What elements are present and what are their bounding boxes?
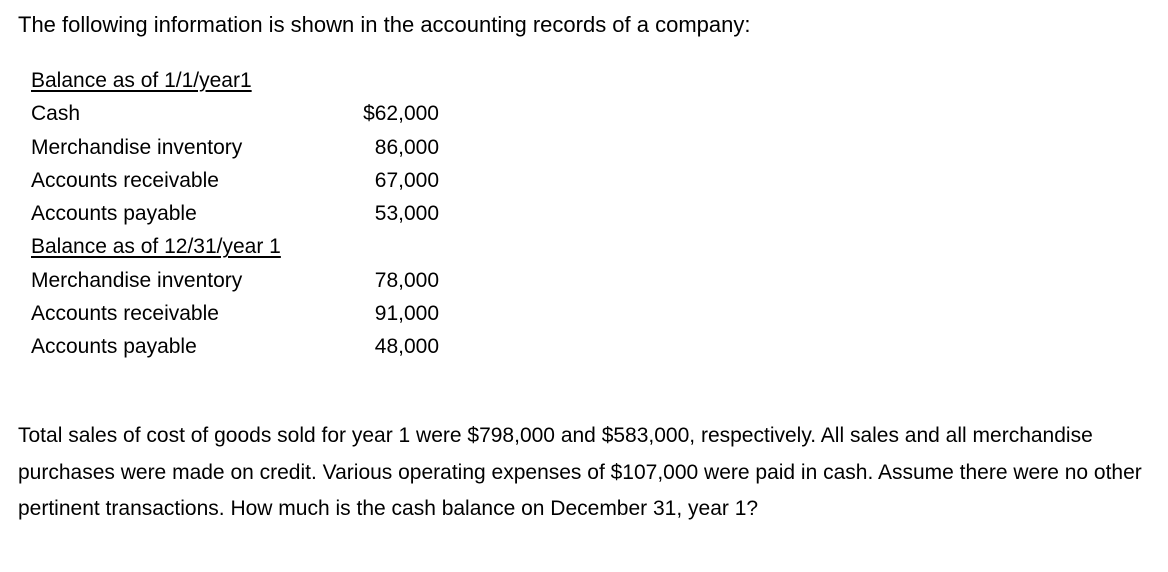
closing-balance-heading-row — [31, 230, 451, 263]
ledger-row — [31, 131, 451, 164]
question-text: Total sales of cost of goods sold for year 1 were $798,000 and $583,000, respectively. All sales and all merchandise purchases were made on credit. Various operating expenses of $107,000 were paid in cash. Assume there were no other pertinent transactions. How much is the cash balance on December 31, year 1? — [18, 424, 1142, 520]
ledger-row-amount: 48,000 — [374, 335, 439, 359]
ledger-row-amount: 67,000 — [374, 168, 439, 192]
ledger-row-label: Accounts receivable — [31, 168, 219, 192]
ledger-row — [31, 264, 451, 297]
ledger-row — [31, 330, 451, 363]
ledger-row-amount: 86,000 — [374, 135, 439, 159]
ledger-row-label: Accounts payable — [31, 202, 197, 226]
ledger-row-amount: $62,000 — [363, 102, 439, 126]
ledger-row-amount: 53,000 — [374, 202, 439, 226]
ledger-row — [31, 297, 451, 330]
ledger-row — [31, 164, 451, 197]
balance-ledger — [31, 64, 451, 364]
ledger-row-label: Accounts receivable — [31, 302, 219, 326]
ledger-row — [31, 97, 451, 130]
ledger-row-label: Cash — [31, 102, 81, 126]
opening-balance-heading: Balance as of 1/1/year1 — [31, 69, 252, 92]
opening-balance-heading-row — [31, 64, 451, 97]
ledger-row — [31, 197, 451, 230]
intro-text: The following information is shown in the accounting records of a company: — [18, 12, 751, 37]
ledger-row-amount: 91,000 — [374, 302, 439, 326]
ledger-row-amount: 78,000 — [374, 268, 439, 292]
ledger-row-label: Merchandise inventory — [31, 268, 243, 292]
closing-balance-heading: Balance as of 12/31/year 1 — [31, 235, 281, 259]
ledger-row-label: Merchandise inventory — [31, 135, 243, 159]
ledger-row-label: Accounts payable — [31, 335, 197, 359]
